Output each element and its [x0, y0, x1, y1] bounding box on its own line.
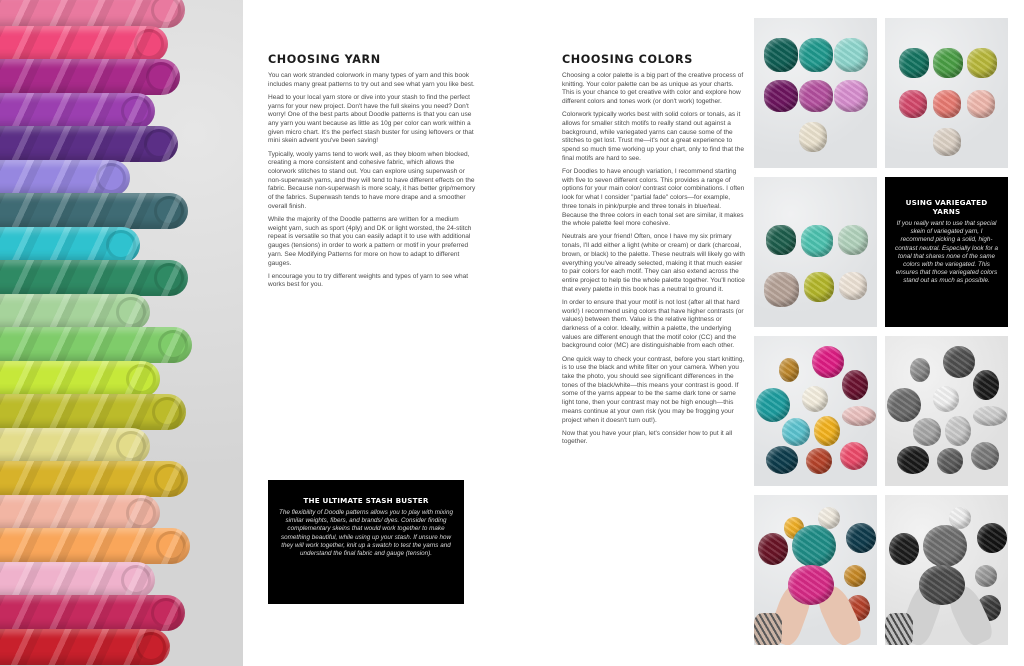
yarn-skein — [0, 595, 185, 631]
yarn-skein — [0, 461, 188, 497]
photo-green-pink-palette — [885, 18, 1008, 168]
yarn-ball — [933, 386, 959, 412]
choosing-yarn-paragraph: While the majority of the Doodle patterns are written for a medium weight yarn, such as sport (4ply) and DK or light worsted, the 24-stitch repeat is versatile so that you can easily adapt it to use with additional gauges (tensions) in order to work a pattern or motif in your preferred yarn. See Modifying Patterns for more on how to adapt to different gauges. — [268, 216, 472, 267]
yarn-ball — [910, 358, 930, 382]
yarn-ball — [839, 272, 867, 300]
skein-twist — [106, 230, 136, 260]
yarn-ball — [923, 525, 967, 567]
yarn-skein — [0, 59, 180, 95]
skein-twist — [144, 129, 174, 159]
rainbow-yarn-photo — [0, 0, 243, 666]
skein-twist — [152, 397, 182, 427]
choosing-colors-section — [562, 53, 745, 452]
choosing-yarn-section — [268, 53, 478, 295]
yarn-ball — [943, 346, 975, 378]
yarn-skein — [0, 126, 178, 162]
yarn-ball — [801, 225, 833, 257]
yarn-ball — [973, 406, 1007, 426]
yarn-skein — [0, 327, 192, 363]
yarn-ball — [842, 370, 868, 400]
yarn-ball — [799, 80, 833, 112]
tattoo-arm — [754, 613, 782, 645]
yarn-ball — [899, 90, 927, 118]
yarn-skein — [0, 0, 185, 28]
skein-twist — [116, 297, 146, 327]
yarn-ball — [844, 565, 866, 587]
yarn-ball — [792, 525, 836, 567]
yarn-ball — [933, 128, 961, 156]
photo-hands-holding-yarn-color — [754, 495, 877, 645]
choosing-yarn-paragraph: Typically, wooly yarns tend to work well, as they bloom when blocked, creating a more consistent and cohesive fabric, which allows the colorwork stitches to stand out. You can explore using superwash or non-superwash yarns, and they will tend to have different effects on the fabric. Because non-superwash is more scaly, it has better grip/memory of the fabrics. Superwash tends to have more drape and a smoother overall finish. — [268, 150, 476, 210]
choosing-yarn-paragraph: I encourage you to try different weights and types of yarn to see what works best for you. — [268, 272, 469, 289]
yarn-ball — [975, 565, 997, 587]
yarn-ball — [812, 346, 844, 378]
choosing-colors-heading: CHOOSING COLORS — [562, 53, 693, 66]
choosing-colors-paragraph: Now that you have your plan, let's consider how to put it all together. — [562, 429, 733, 446]
yarn-ball — [899, 48, 929, 78]
yarn-skein — [0, 294, 150, 330]
yarn-ball — [834, 80, 868, 112]
variegated-yarns-callout — [885, 177, 1008, 327]
yarn-skein — [0, 562, 155, 598]
skein-twist — [151, 598, 181, 628]
yarn-skein — [0, 361, 160, 397]
skein-twist — [134, 29, 164, 59]
yarn-ball — [977, 523, 1007, 553]
skein-twist — [158, 330, 188, 360]
yarn-skein — [0, 227, 140, 263]
yarn-ball — [834, 38, 868, 72]
stash-buster-callout — [268, 480, 464, 604]
yarn-ball — [766, 225, 796, 255]
yarn-ball — [764, 80, 798, 112]
yarn-ball — [764, 272, 799, 307]
yarn-skein — [0, 528, 190, 564]
skein-twist — [96, 163, 126, 193]
skein-twist — [154, 196, 184, 226]
yarn-ball — [919, 565, 965, 605]
skein-twist — [156, 531, 186, 561]
skein-twist — [126, 364, 156, 394]
stash-buster-body: The flexibility of Doodle patterns allows you to play with mixing similar weights, fibers, and brands/ dyes. Consider finding complementary skeins that would work together to make something beautiful, while using up your stash. If unsure how they will work together, knit up a swatch to test the yarns and understand the final fabric and gauge (tension). — [279, 509, 453, 558]
photo-green-yellow-palette — [754, 177, 877, 327]
yarn-ball — [766, 446, 798, 474]
yarn-skein — [0, 26, 168, 62]
yarn-ball — [887, 388, 921, 422]
variegated-yarns-title: USING VARIEGATED YARNS — [905, 198, 988, 216]
yarn-skein — [0, 93, 155, 129]
yarn-skein — [0, 160, 130, 196]
yarn-ball — [782, 418, 810, 446]
choosing-colors-paragraph: In order to ensure that your motif is not lost (after all that hard work!) I recommend using colors that have higher contrasts (or values) between them. Value is the relative lightness or darkness of a color. Ideally, within a palette, the underlying values are different enough that the motif color (CC) and the background color (MC) are distinguishable from each other. — [562, 298, 744, 350]
yarn-ball — [788, 565, 834, 605]
yarn-ball — [758, 533, 788, 565]
skein-twist — [136, 632, 166, 662]
yarn-skein — [0, 629, 170, 665]
choosing-yarn-paragraph: You can work stranded colorwork in many types of yarn and this book includes many great patterns to try out and see what yarn you like best. — [268, 72, 475, 88]
yarn-ball — [804, 272, 834, 302]
yarn-ball — [973, 370, 999, 400]
yarn-ball — [937, 448, 963, 474]
yarn-ball — [842, 406, 876, 426]
choosing-colors-paragraph: Choosing a color palette is a big part of the creative process of knitting. Your color palette can be as unique as your charts. This is your chance to get creative with color and explore how different colors and tones work (or don't work) together. — [562, 72, 744, 106]
yarn-skein — [0, 260, 188, 296]
yarn-ball — [799, 38, 833, 72]
yarn-ball — [806, 448, 832, 474]
variegated-yarns-body: If you really want to use that special skein of variegated yarn, I recommend picking a solid, high-contrast neutral. Especially look for a tonal that shares none of the same colors with the variegated. This ensures that those variegated colors stand out as much as possible. — [895, 220, 998, 285]
skein-twist — [146, 62, 176, 92]
yarn-ball — [779, 358, 799, 382]
yarn-ball — [756, 388, 790, 422]
skein-twist — [154, 263, 184, 293]
photo-bw-yarn-arrangement — [885, 336, 1008, 486]
yarn-ball — [840, 442, 868, 470]
choosing-yarn-paragraph: Head to your local yarn store or dive into your stash to find the perfect yarns for your new project. Don't have the full skeins you need? Don't worry! One of the best parts about Doodle patterns is that you can use any yarn you want because as little as 10g per color can work within a given micro chart. It's the perfect stash buster for using leftovers or that mini skein advent you've been saving! — [268, 93, 474, 145]
choosing-yarn-heading: CHOOSING YARN — [268, 53, 381, 66]
photo-color-yarn-arrangement — [754, 336, 877, 486]
yarn-ball — [913, 418, 941, 446]
photo-teal-purple-palette — [754, 18, 877, 168]
yarn-skein — [0, 428, 150, 464]
skein-twist — [151, 0, 181, 25]
yarn-ball — [971, 442, 999, 470]
tattoo-arm — [885, 613, 913, 645]
stash-buster-title: THE ULTIMATE STASH BUSTER — [303, 496, 429, 505]
yarn-ball — [967, 90, 995, 118]
yarn-ball — [945, 416, 971, 446]
yarn-ball — [814, 416, 840, 446]
skein-twist — [126, 498, 156, 528]
yarn-ball — [799, 122, 827, 152]
yarn-skein — [0, 394, 186, 430]
choosing-colors-paragraph: For Doodles to have enough variation, I recommend starting with five to seven different colors. This provides a range of options for your main color/ contrast color combinations. I often look for what I consider "partial fade" colors—for example, three tonals in pink/purple and three tonals in blue/teal. Because the three colors in each tonal set are similar, it makes the whole palette feel more cohesive. — [562, 168, 745, 228]
skein-twist — [116, 431, 146, 461]
yarn-ball — [838, 225, 868, 255]
yarn-ball — [933, 48, 963, 78]
yarn-ball — [933, 90, 961, 118]
yarn-ball — [967, 48, 997, 78]
yarn-ball — [897, 446, 929, 474]
choosing-colors-paragraph: One quick way to check your contrast, before you start knitting, is to use the black and white filter on your camera. When you take the photo, you should see significant differences in the tones of the black/white—this means your contrast is good. If some of the yarns appear to be the same dark tone or same light tone, then your contrast may not be high enough—this means continue at your own risk (you may be frogging your project when it doesn't turn out!). — [562, 355, 745, 424]
yarn-ball — [764, 38, 798, 72]
choosing-colors-paragraph: Neutrals are your friend! Often, once I have my six primary tonals, I'll add either a light (white or cream) or dark (charcoal, brown, or black) to the palette. These neutrals will likely go with everything you've already selected, making it that much easier to pair colors for each motif. They can also extend across the entire project to help tie the whole palette together. You'll notice that every palette in this book has a neutral to ground it. — [562, 233, 745, 293]
skein-twist — [154, 464, 184, 494]
photo-hands-holding-yarn-bw — [885, 495, 1008, 645]
yarn-ball — [846, 523, 876, 553]
yarn-ball — [802, 386, 828, 412]
yarn-skein — [0, 193, 188, 229]
yarn-skein — [0, 495, 160, 531]
skein-twist — [121, 96, 151, 126]
yarn-ball — [889, 533, 919, 565]
skein-twist — [121, 565, 151, 595]
choosing-colors-paragraph: Colorwork typically works best with solid colors or tonals, as it allows for smaller stitch motifs to really stand out against a background, while variegated yarns can cause some of the stitches to get lost. Trust me—it's not a great experience to spend so much time working up your chart, only to find that the final motifs are hard to see. — [562, 111, 744, 162]
